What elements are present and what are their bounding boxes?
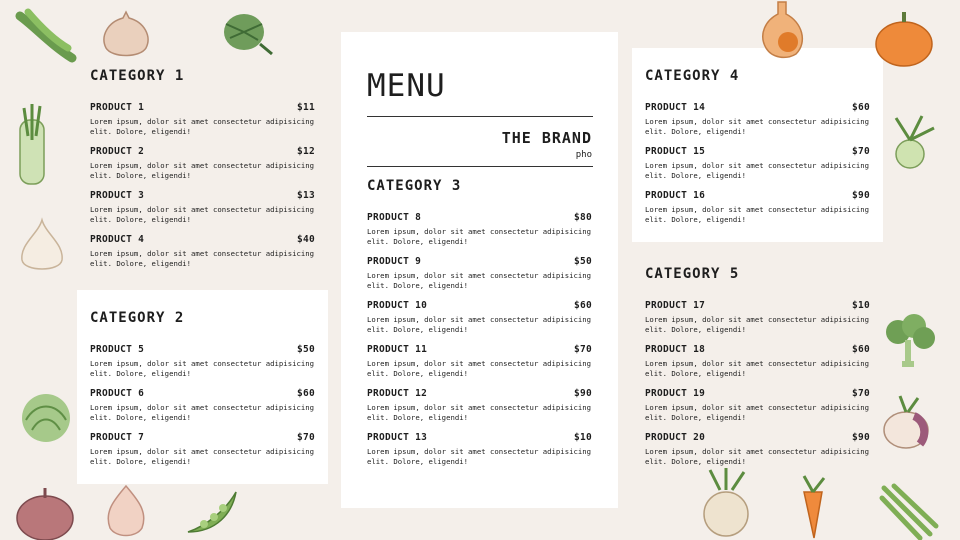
red-onion-icon (12, 484, 78, 540)
product-price: $12 (296, 146, 315, 157)
product-name: PRODUCT 7 (90, 432, 145, 443)
product-description: Lorem ipsum, dolor sit amet consectetur adipisicing elit. Dolore, eligendi! (645, 359, 870, 378)
category-title: CATEGORY 3 (367, 178, 462, 194)
product-name: PRODUCT 6 (90, 388, 145, 399)
category-title: CATEGORY 5 (645, 266, 740, 282)
product-price: $10 (851, 300, 870, 311)
product-name: PRODUCT 19 (645, 388, 706, 399)
menu-item (645, 432, 870, 467)
menu-item (90, 234, 315, 269)
product-price: $11 (296, 102, 315, 113)
product-name: PRODUCT 20 (645, 432, 706, 443)
product-description: Lorem ipsum, dolor sit amet consectetur adipisicing elit. Dolore, eligendi! (367, 403, 592, 422)
menu-item (645, 102, 870, 137)
asparagus-icon (878, 482, 940, 540)
menu-item (645, 146, 870, 181)
menu-item (90, 190, 315, 225)
product-description: Lorem ipsum, dolor sit amet consectetur adipisicing elit. Dolore, eligendi! (90, 117, 315, 136)
menu-item (367, 256, 592, 291)
product-name: PRODUCT 11 (367, 344, 428, 355)
celeriac-icon (694, 468, 758, 540)
menu-item (645, 300, 870, 335)
product-description: Lorem ipsum, dolor sit amet consectetur adipisicing elit. Dolore, eligendi! (90, 249, 315, 268)
menu-item (90, 432, 315, 467)
product-description: Lorem ipsum, dolor sit amet consectetur adipisicing elit. Dolore, eligendi! (90, 403, 315, 422)
product-name: PRODUCT 15 (645, 146, 706, 157)
product-price: $10 (573, 432, 592, 443)
menu-item (367, 344, 592, 379)
product-price: $90 (573, 388, 592, 399)
squash-icon (752, 0, 812, 60)
onion-icon (96, 8, 156, 60)
brand-name: THE BRAND (501, 129, 592, 147)
product-name: PRODUCT 5 (90, 344, 145, 355)
product-price: $50 (573, 256, 592, 267)
peapod-icon (182, 486, 242, 540)
turnip-icon (878, 394, 940, 452)
product-price: $13 (296, 190, 315, 201)
product-price: $60 (296, 388, 315, 399)
menu-item (645, 388, 870, 423)
product-description: Lorem ipsum, dolor sit amet consectetur adipisicing elit. Dolore, eligendi! (367, 271, 592, 290)
garlic-icon (12, 214, 72, 278)
product-price: $80 (573, 212, 592, 223)
product-description: Lorem ipsum, dolor sit amet consectetur adipisicing elit. Dolore, eligendi! (90, 359, 315, 378)
product-description: Lorem ipsum, dolor sit amet consectetur adipisicing elit. Dolore, eligendi! (645, 117, 870, 136)
product-price: $60 (573, 300, 592, 311)
product-name: PRODUCT 13 (367, 432, 428, 443)
product-description: Lorem ipsum, dolor sit amet consectetur adipisicing elit. Dolore, eligendi! (367, 359, 592, 378)
product-price: $70 (851, 388, 870, 399)
product-price: $70 (851, 146, 870, 157)
product-description: Lorem ipsum, dolor sit amet consectetur adipisicing elit. Dolore, eligendi! (90, 447, 315, 466)
menu-item (645, 190, 870, 225)
product-name: PRODUCT 18 (645, 344, 706, 355)
product-price: $90 (851, 432, 870, 443)
carrot-icon (786, 474, 834, 540)
product-name: PRODUCT 10 (367, 300, 428, 311)
product-name: PRODUCT 12 (367, 388, 428, 399)
brand-subtitle: pho (575, 150, 592, 160)
menu-item (90, 102, 315, 137)
artichoke-icon (214, 4, 278, 58)
product-name: PRODUCT 14 (645, 102, 706, 113)
product-price: $40 (296, 234, 315, 245)
category-title: CATEGORY 2 (90, 310, 185, 326)
menu-item (367, 212, 592, 247)
product-name: PRODUCT 17 (645, 300, 706, 311)
product-description: Lorem ipsum, dolor sit amet consectetur adipisicing elit. Dolore, eligendi! (367, 227, 592, 246)
kohlrabi-icon (878, 110, 940, 172)
category-title: CATEGORY 1 (90, 68, 185, 84)
product-price: $60 (851, 344, 870, 355)
product-description: Lorem ipsum, dolor sit amet consectetur adipisicing elit. Dolore, eligendi! (645, 315, 870, 334)
divider-top (367, 116, 593, 117)
product-price: $90 (851, 190, 870, 201)
category-title: CATEGORY 4 (645, 68, 740, 84)
menu-title: MENU (367, 68, 446, 104)
product-description: Lorem ipsum, dolor sit amet consectetur adipisicing elit. Dolore, eligendi! (367, 447, 592, 466)
product-description: Lorem ipsum, dolor sit amet consectetur adipisicing elit. Dolore, eligendi! (367, 315, 592, 334)
menu-item (90, 388, 315, 423)
product-description: Lorem ipsum, dolor sit amet consectetur adipisicing elit. Dolore, eligendi! (645, 403, 870, 422)
menu-item (367, 300, 592, 335)
menu-item (90, 344, 315, 379)
product-price: $50 (296, 344, 315, 355)
product-price: $70 (573, 344, 592, 355)
product-description: Lorem ipsum, dolor sit amet consectetur adipisicing elit. Dolore, eligendi! (645, 447, 870, 466)
product-name: PRODUCT 2 (90, 146, 145, 157)
pumpkin-icon (872, 10, 936, 68)
shallot-icon (96, 482, 156, 540)
product-price: $60 (851, 102, 870, 113)
product-price: $70 (296, 432, 315, 443)
product-name: PRODUCT 4 (90, 234, 145, 245)
menu-item (90, 146, 315, 181)
menu-item (367, 432, 592, 467)
product-name: PRODUCT 8 (367, 212, 422, 223)
product-description: Lorem ipsum, dolor sit amet consectetur adipisicing elit. Dolore, eligendi! (90, 161, 315, 180)
divider-bottom (367, 166, 593, 167)
product-description: Lorem ipsum, dolor sit amet consectetur adipisicing elit. Dolore, eligendi! (645, 205, 870, 224)
product-description: Lorem ipsum, dolor sit amet consectetur adipisicing elit. Dolore, eligendi! (90, 205, 315, 224)
product-description: Lorem ipsum, dolor sit amet consectetur adipisicing elit. Dolore, eligendi! (645, 161, 870, 180)
menu-item (645, 344, 870, 379)
product-name: PRODUCT 9 (367, 256, 422, 267)
menu-item (367, 388, 592, 423)
product-name: PRODUCT 16 (645, 190, 706, 201)
product-name: PRODUCT 1 (90, 102, 145, 113)
broccoli-icon (878, 310, 940, 368)
green-bean-icon (14, 8, 78, 70)
product-name: PRODUCT 3 (90, 190, 145, 201)
leek-icon (10, 100, 56, 186)
cabbage-icon (16, 390, 76, 446)
